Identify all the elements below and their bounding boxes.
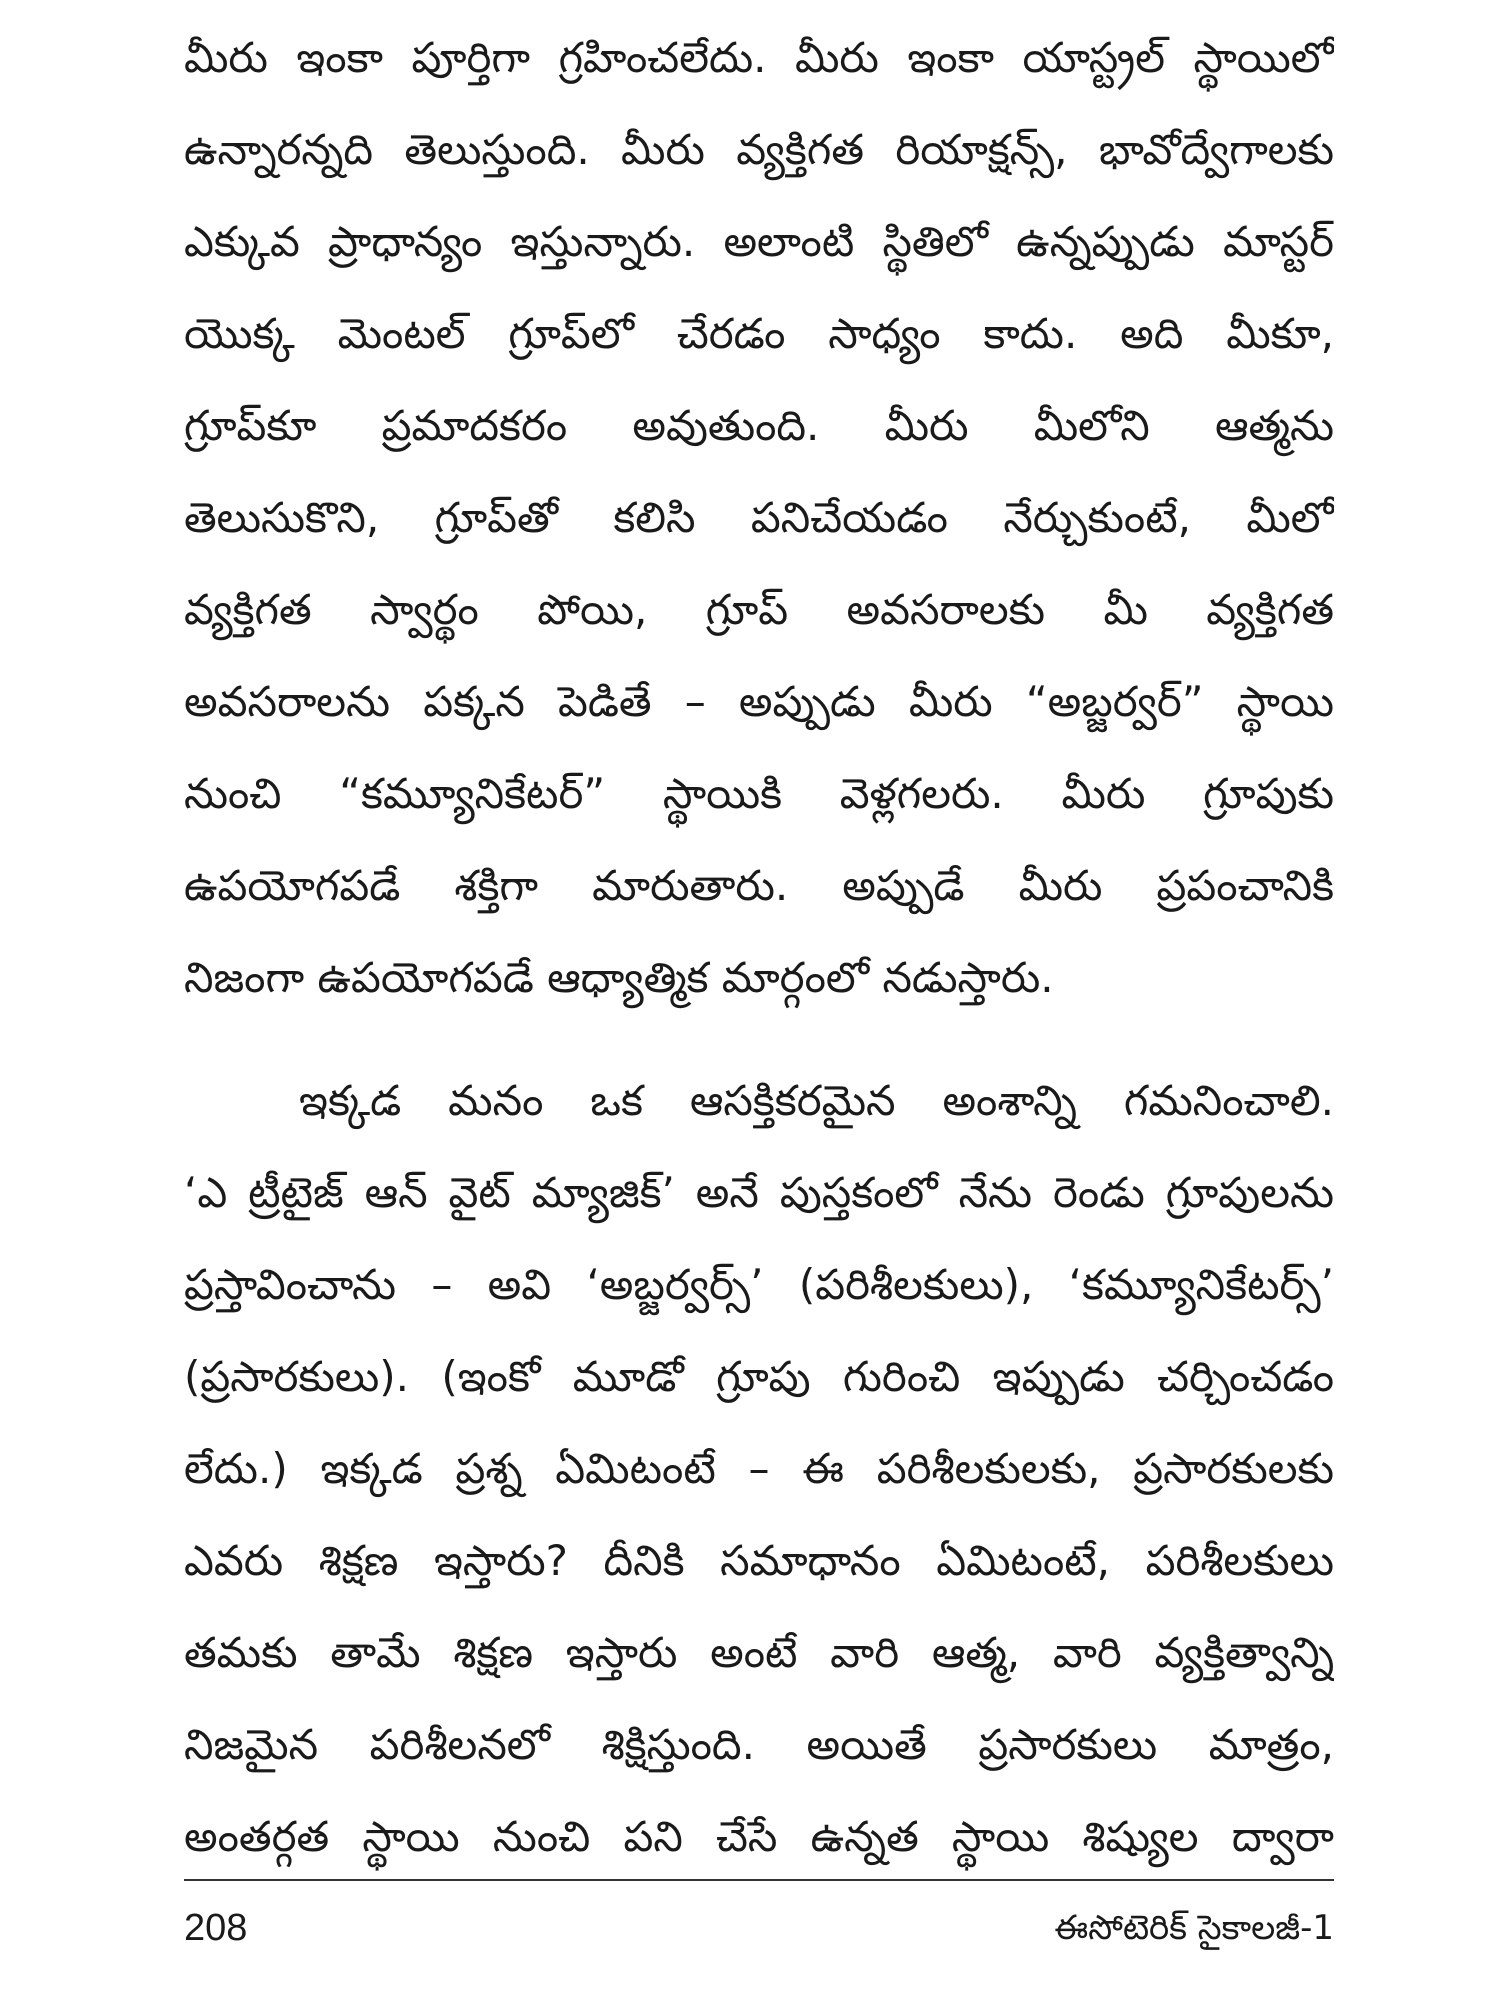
text-line: (ప్రసారకులు). (ఇంకో మూడో గ్రూపు గురించి ఇప్పుడు చర్చించడం bbox=[184, 1352, 1334, 1401]
text-line: మీరు ఇంకా పూర్తిగా గ్రహించలేదు. మీరు ఇంకా యాస్ట్రల్ స్థాయిలో bbox=[184, 33, 1334, 82]
text-line: అవసరాలను పక్కన పెడితే – అప్పుడు మీరు “అబ్జర్వర్” స్థాయి bbox=[184, 677, 1334, 726]
text-line: నిజమైన పరిశీలనలో శిక్షిస్తుంది. అయితే ప్రసారకులు మాత్రం, bbox=[184, 1720, 1334, 1769]
text-line: గ్రూప్‌కూ ప్రమాదకరం అవుతుంది. మీరు మీలోని ఆత్మను bbox=[184, 401, 1334, 450]
text-line: వ్యక్తిగత స్వార్థం పోయి, గ్రూప్ అవసరాలకు మీ వ్యక్తిగత bbox=[184, 585, 1334, 634]
text-line: నుంచి “కమ్యూనికేటర్” స్థాయికి వెళ్లగలరు. మీరు గ్రూపుకు bbox=[184, 769, 1334, 818]
text-line: ఉన్నారన్నది తెలుస్తుంది. మీరు వ్యక్తిగత రియాక్షన్స్, భావోద్వేగాలకు bbox=[184, 125, 1334, 174]
paragraph-2 bbox=[184, 1055, 1334, 1883]
text-line: ప్రస్తావించాను – అవి ‘అబ్జర్వర్స్’ (పరిశీలకులు), ‘కమ్యూనికేటర్స్’ bbox=[184, 1260, 1334, 1309]
text-line: ఇక్కడ మనం ఒక ఆసక్తికరమైన అంశాన్ని గమనించాలి. bbox=[299, 1076, 1334, 1125]
text-line: ఉపయోగపడే శక్తిగా మారుతారు. అప్పుడే మీరు ప్రపంచానికి bbox=[184, 861, 1334, 910]
running-title: ఈసోటెరిక్ సైకాలజీ-1 bbox=[1054, 1908, 1334, 1948]
text-line: తెలుసుకొని, గ్రూప్‌తో కలిసి పనిచేయడం నేర్చుకుంటే, మీలో bbox=[184, 493, 1334, 542]
page-number: 208 bbox=[184, 1907, 248, 1949]
text-line: తమకు తామే శిక్షణ ఇస్తారు అంటే వారి ఆత్మ, వారి వ్యక్తిత్వాన్ని bbox=[184, 1628, 1334, 1677]
text-line: ఎవరు శిక్షణ ఇస్తారు? దీనికి సమాధానం ఏమిటంటే, పరిశీలకులు bbox=[184, 1536, 1334, 1585]
text-line: ఎక్కువ ప్రాధాన్యం ఇస్తున్నారు. అలాంటి స్థితిలో ఉన్నప్పుడు మాస్టర్ bbox=[184, 217, 1334, 266]
text-line: అంతర్గత స్థాయి నుంచి పని చేసే ఉన్నత స్థాయి శిష్యుల ద్వారా bbox=[184, 1812, 1334, 1861]
text-line: ‘ఎ ట్రీటైజ్ ఆన్ వైట్ మ్యాజిక్’ అనే పుస్తకంలో నేను రెండు గ్రూపులను bbox=[184, 1168, 1334, 1217]
paragraph-1 bbox=[184, 12, 1334, 1024]
footer-rule bbox=[184, 1879, 1334, 1881]
text-line: లేదు.) ఇక్కడ ప్రశ్న ఏమిటంటే – ఈ పరిశీలకులకు, ప్రసారకులకు bbox=[184, 1444, 1334, 1493]
text-line: యొక్క మెంటల్ గ్రూప్‌లో చేరడం సాధ్యం కాదు. అది మీకూ, bbox=[184, 309, 1334, 358]
text-line: నిజంగా ఉపయోగపడే ఆధ్యాత్మిక మార్గంలో నడుస్తారు. bbox=[184, 953, 1054, 1002]
